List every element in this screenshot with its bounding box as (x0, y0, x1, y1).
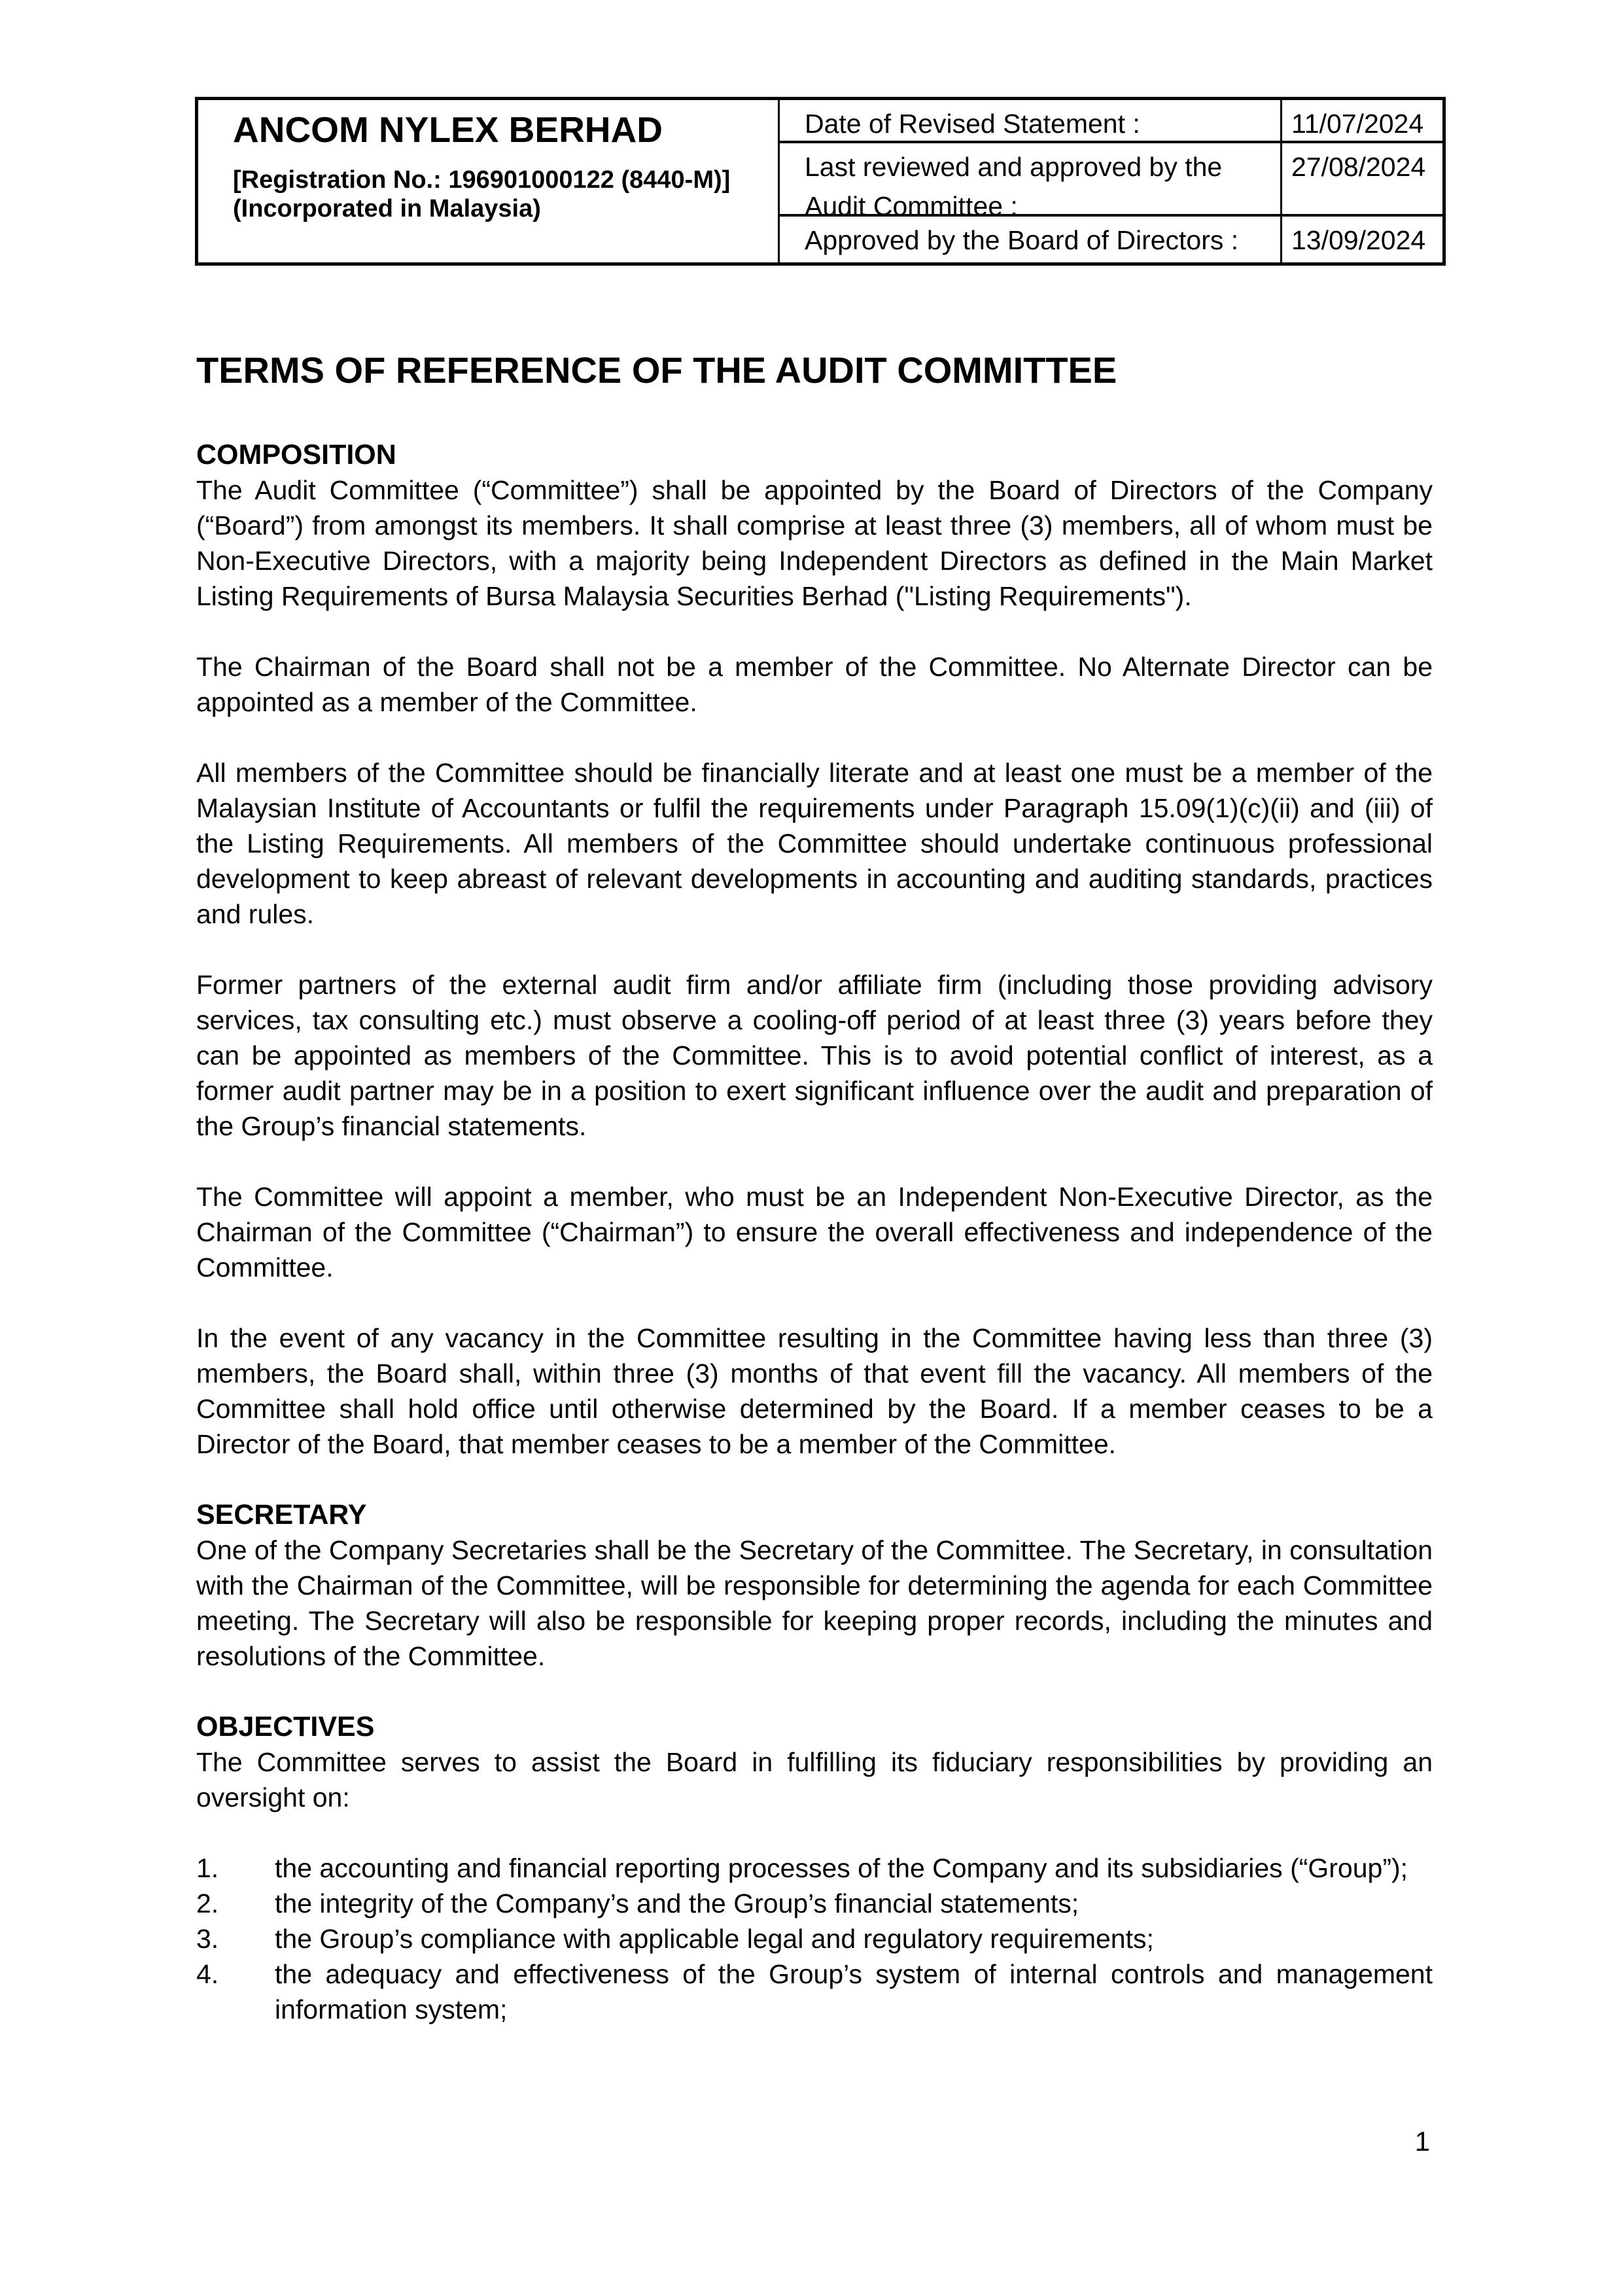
composition-paragraph-4: Former partners of the external audit firm and/or affiliate firm (including those providing advisory services, tax consulting etc.) must observe a cooling-off period of at least three (3) years before they can be appointed as members of the Committee. This is to avoid potential conflict of interest, as a former audit partner may be in a position to exert significant influence over the audit and preparation of the Group’s financial statements. (196, 970, 1433, 1141)
company-info-cell (198, 100, 780, 262)
list-number: 1. (196, 1853, 219, 1883)
list-number: 2. (196, 1888, 219, 1918)
secretary-paragraph-1: One of the Company Secretaries shall be the Secretary of the Committee. The Secretary, in consultation with the Chairman of the Committee, will be responsible for determining the agenda for each Committee meeting. The Secretary will also be responsible for keeping proper records, including the minutes and resolutions of the Committee. (196, 1535, 1433, 1671)
revision-label-last-reviewed: Last reviewed and approved by the Audit Committee : (780, 143, 1280, 217)
list-number: 3. (196, 1924, 219, 1954)
composition-paragraph-5: The Committee will appoint a member, who must be an Independent Non-Executive Director, as the Chairman of the Committee (“Chairman”) to ensure the overall effectiveness and independence of the Committee. (196, 1182, 1433, 1282)
list-text: the adequacy and effectiveness of the Group’s system of internal controls and management information system; (275, 1959, 1433, 2024)
section-heading-composition: COMPOSITION (196, 439, 396, 470)
list-item (196, 1850, 1433, 1886)
composition-paragraph-3: All members of the Committee should be financially literate and at least one must be a member of the Malaysian Institute of Accountants or fulfil the requirements under Paragraph 15.09(1)(c)(ii) and (iii) of the Listing Requirements. All members of the Committee should undertake continuous professional development to keep abreast of relevant developments in accounting and auditing standards, practices and rules. (196, 758, 1433, 929)
company-incorporated-in: (Incorporated in Malaysia) (233, 195, 541, 222)
list-item (196, 1886, 1433, 1921)
company-registration-number: [Registration No.: 196901000122 (8440-M)] (233, 166, 731, 194)
revision-date-last-reviewed: 27/08/2024 (1280, 143, 1442, 217)
revision-table (195, 97, 1446, 266)
list-text: the integrity of the Company’s and the Group’s financial statements; (275, 1888, 1079, 1918)
revision-label-date-of-revised-statement: Date of Revised Statement : (780, 100, 1280, 143)
revision-date-revised-statement: 11/07/2024 (1280, 100, 1442, 143)
list-item (196, 1921, 1433, 1956)
section-heading-objectives: OBJECTIVES (196, 1711, 375, 1742)
list-number: 4. (196, 1959, 219, 1989)
revision-label-board-approved: Approved by the Board of Directors : (805, 225, 1239, 255)
page-number: 1 (1414, 2126, 1430, 2157)
composition-paragraph-2: The Chairman of the Board shall not be a member of the Committee. No Alternate Director can be appointed as a member of the Committee. (196, 652, 1433, 717)
revision-date-board-approved: 13/09/2024 (1280, 217, 1442, 262)
document-title: TERMS OF REFERENCE OF THE AUDIT COMMITTEE (196, 349, 1117, 391)
objectives-list (196, 1850, 1433, 2027)
list-item (196, 1956, 1433, 2027)
composition-paragraph-1: The Audit Committee (“Committee”) shall be appointed by the Board of Directors of the Company (“Board”) from amongst its members. It shall comprise at least three (3) members, all of whom must be Non-Executive Directors, with a majority being Independent Directors as defined in the Main Market Listing Requirements of Bursa Malaysia Securities Berhad ("Listing Requirements"). (196, 475, 1433, 611)
company-name: ANCOM NYLEX BERHAD (233, 109, 663, 150)
composition-paragraph-6: In the event of any vacancy in the Committee resulting in the Committee having less than three (3) members, the Board shall, within three (3) months of that event fill the vacancy. All members of the Committee shall hold office until otherwise determined by the Board. If a member ceases to be a Director of the Board, that member ceases to be a member of the Committee. (196, 1323, 1433, 1459)
section-heading-secretary: SECRETARY (196, 1499, 367, 1530)
list-text: the Group’s compliance with applicable legal and regulatory requirements; (275, 1924, 1154, 1954)
objectives-paragraph-1: The Committee serves to assist the Board in fulfilling its fiduciary responsibilities by providing an oversight on: (196, 1747, 1433, 1812)
list-text: the accounting and financial reporting processes of the Company and its subsidiaries (“Group”); (275, 1853, 1408, 1883)
